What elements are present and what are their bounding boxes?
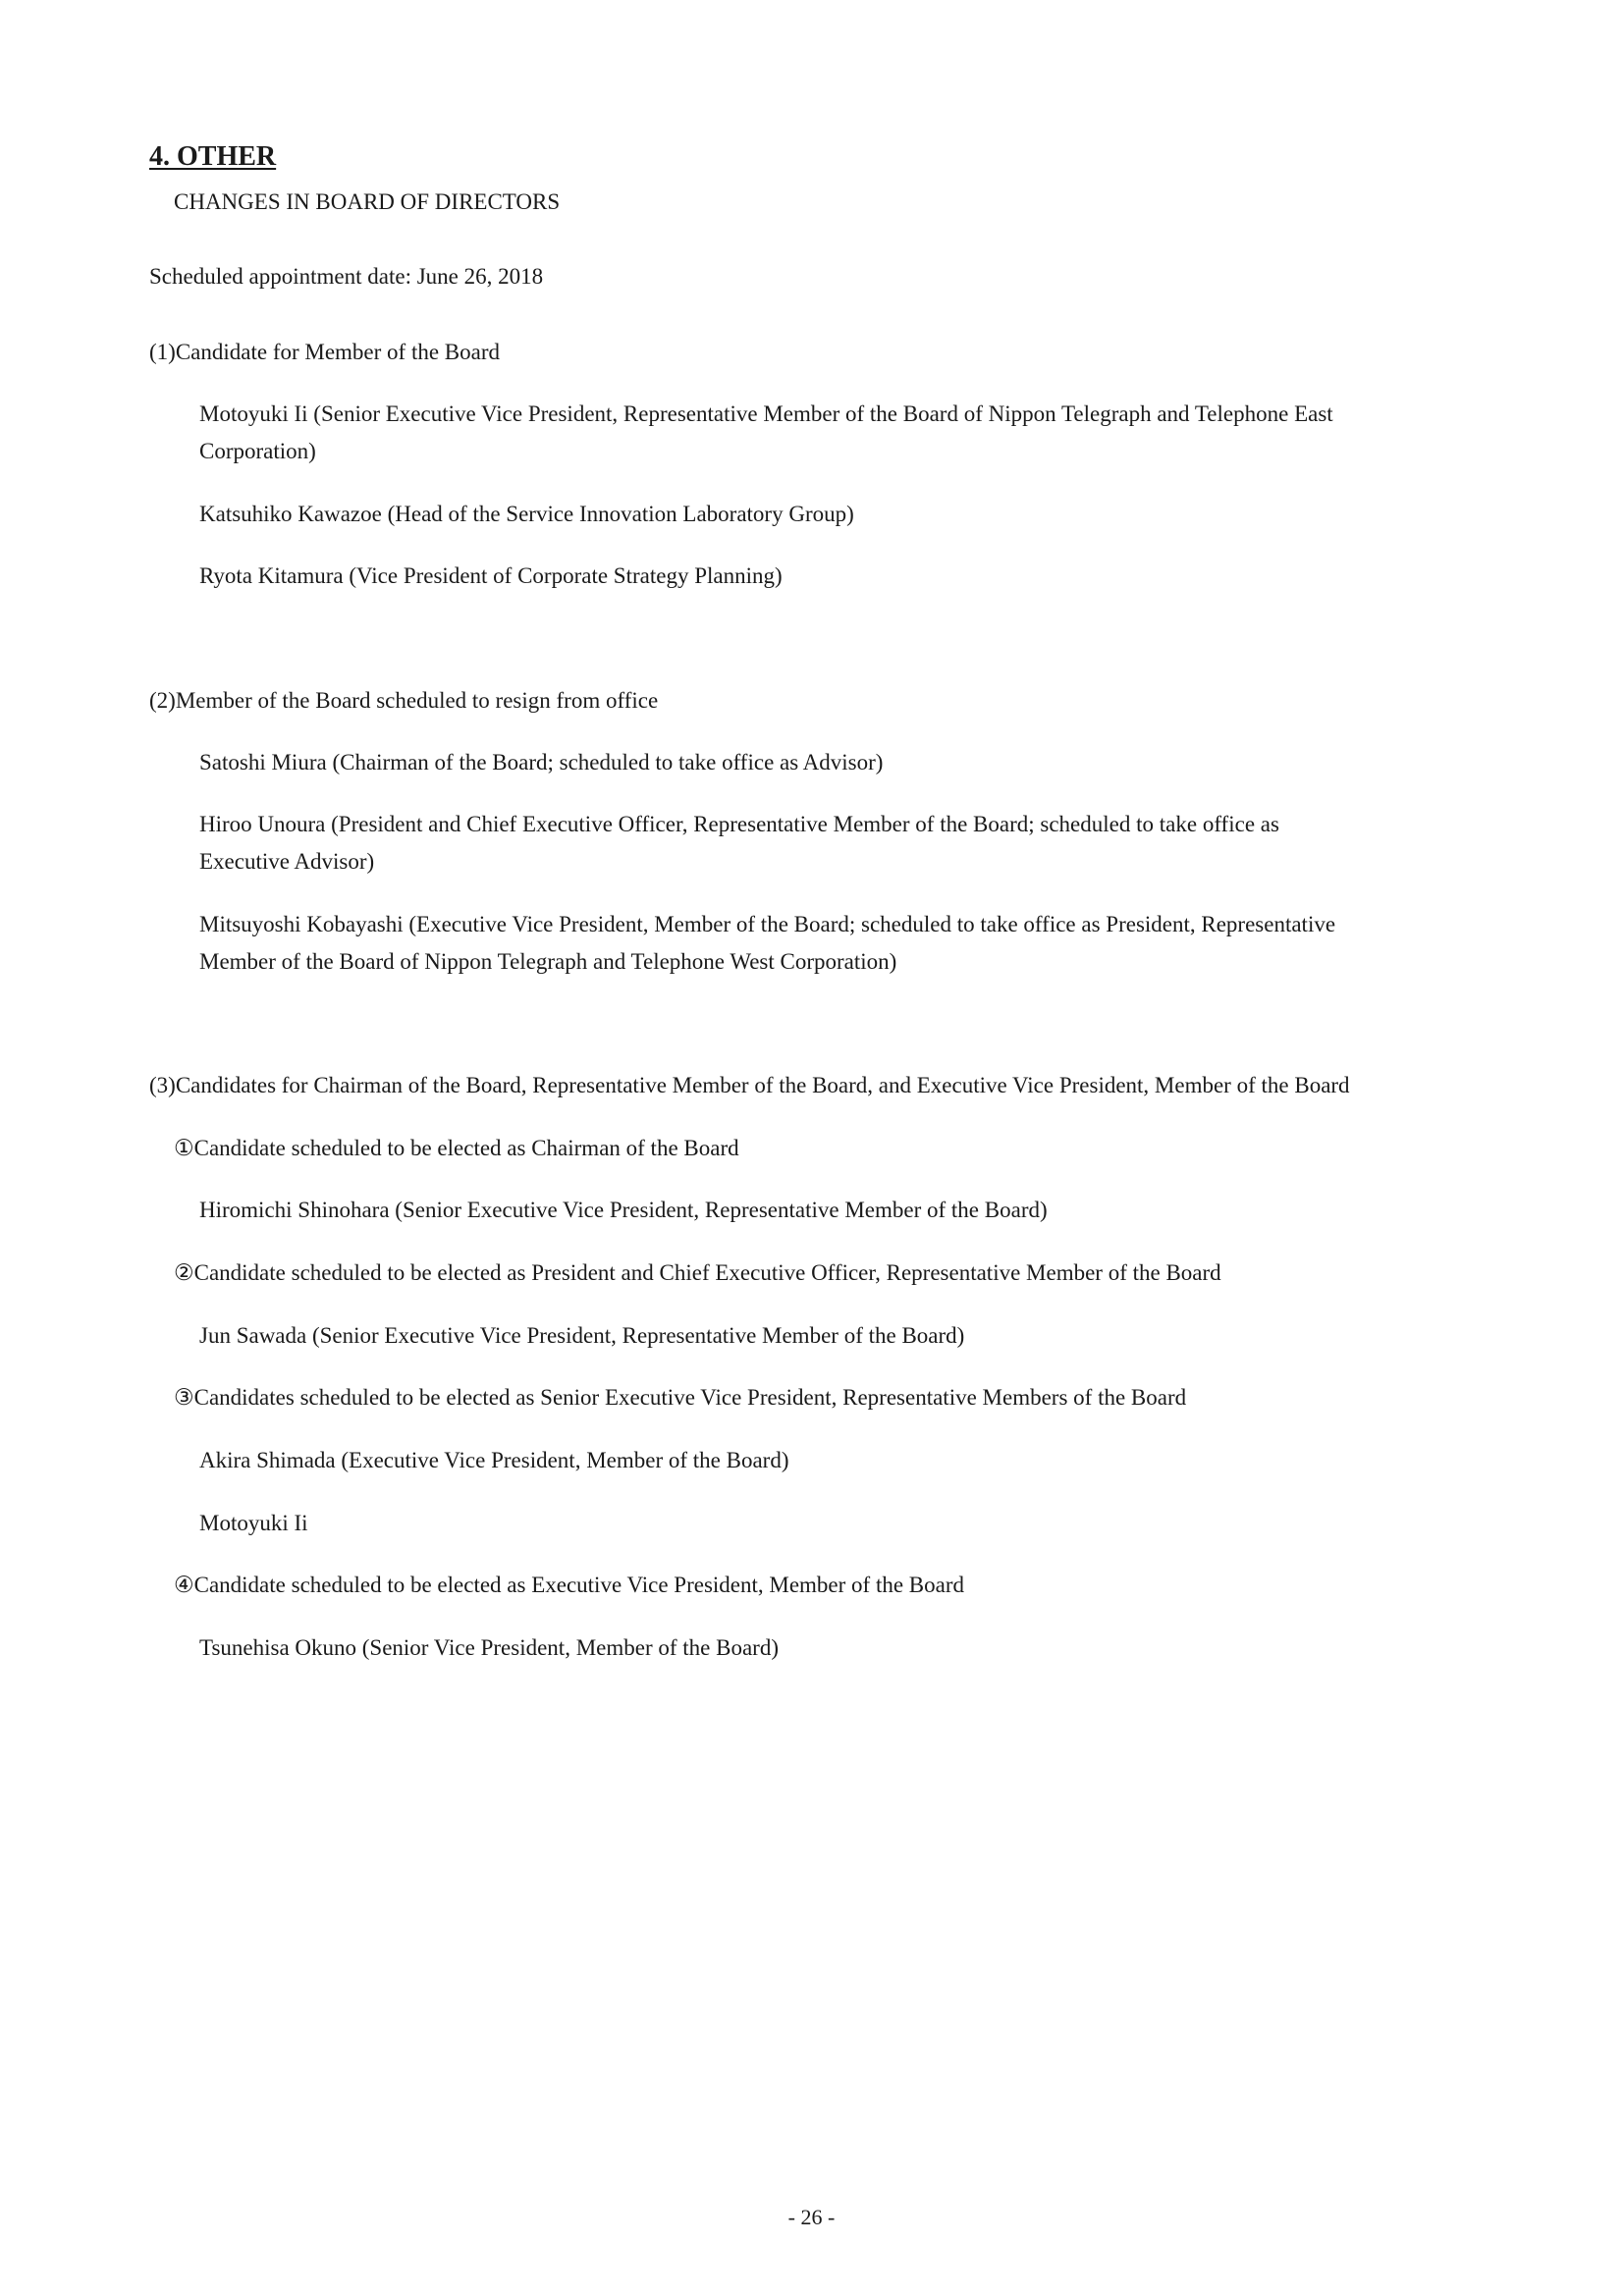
- list-item: Mitsuyoshi Kobayashi (Executive Vice President, Member of the Board; scheduled to take office as President, Representative: [199, 912, 1336, 936]
- section-heading: 4. OTHER: [149, 141, 277, 172]
- page-number: - 26 -: [787, 2205, 836, 2229]
- sub3-title: ③Candidates scheduled to be elected as Senior Executive Vice President, Representative Members of the Board: [174, 1385, 1187, 1410]
- part3-title: (3)Candidates for Chairman of the Board, Representative Member of the Board, and Executive Vice President, Member of the Board: [149, 1073, 1350, 1097]
- list-item: Satoshi Miura (Chairman of the Board; scheduled to take office as Advisor): [199, 750, 884, 774]
- appointment-date: Scheduled appointment date: June 26, 2018: [149, 264, 544, 289]
- section-subheading: CHANGES IN BOARD OF DIRECTORS: [174, 189, 561, 214]
- part2-title: (2)Member of the Board scheduled to resign from office: [149, 688, 659, 713]
- list-item: Corporation): [199, 439, 316, 463]
- list-item: Member of the Board of Nippon Telegraph and Telephone West Corporation): [199, 949, 897, 974]
- list-item: Motoyuki Ii (Senior Executive Vice President, Representative Member of the Board of Nippon Telegraph and Telephone East: [199, 401, 1333, 426]
- list-item: Katsuhiko Kawazoe (Head of the Service Innovation Laboratory Group): [199, 502, 854, 526]
- list-item: Motoyuki Ii: [199, 1511, 308, 1535]
- list-item: Executive Advisor): [199, 849, 375, 874]
- list-item: Jun Sawada (Senior Executive Vice President, Representative Member of the Board): [199, 1323, 965, 1348]
- list-item: Tsunehisa Okuno (Senior Vice President, Member of the Board): [199, 1635, 779, 1660]
- sub1-title: ①Candidate scheduled to be elected as Chairman of the Board: [174, 1136, 739, 1160]
- list-item: Hiroo Unoura (President and Chief Executive Officer, Representative Member of the Board; scheduled to take office as: [199, 812, 1279, 836]
- list-item: Ryota Kitamura (Vice President of Corporate Strategy Planning): [199, 563, 783, 588]
- part1-title: (1)Candidate for Member of the Board: [149, 340, 501, 364]
- sub4-title: ④Candidate scheduled to be elected as Executive Vice President, Member of the Board: [174, 1573, 965, 1597]
- sub2-title: ②Candidate scheduled to be elected as President and Chief Executive Officer, Representative Member of the Board: [174, 1260, 1221, 1285]
- list-item: Akira Shimada (Executive Vice President, Member of the Board): [199, 1448, 789, 1472]
- list-item: Hiromichi Shinohara (Senior Executive Vice President, Representative Member of the Board): [199, 1198, 1048, 1222]
